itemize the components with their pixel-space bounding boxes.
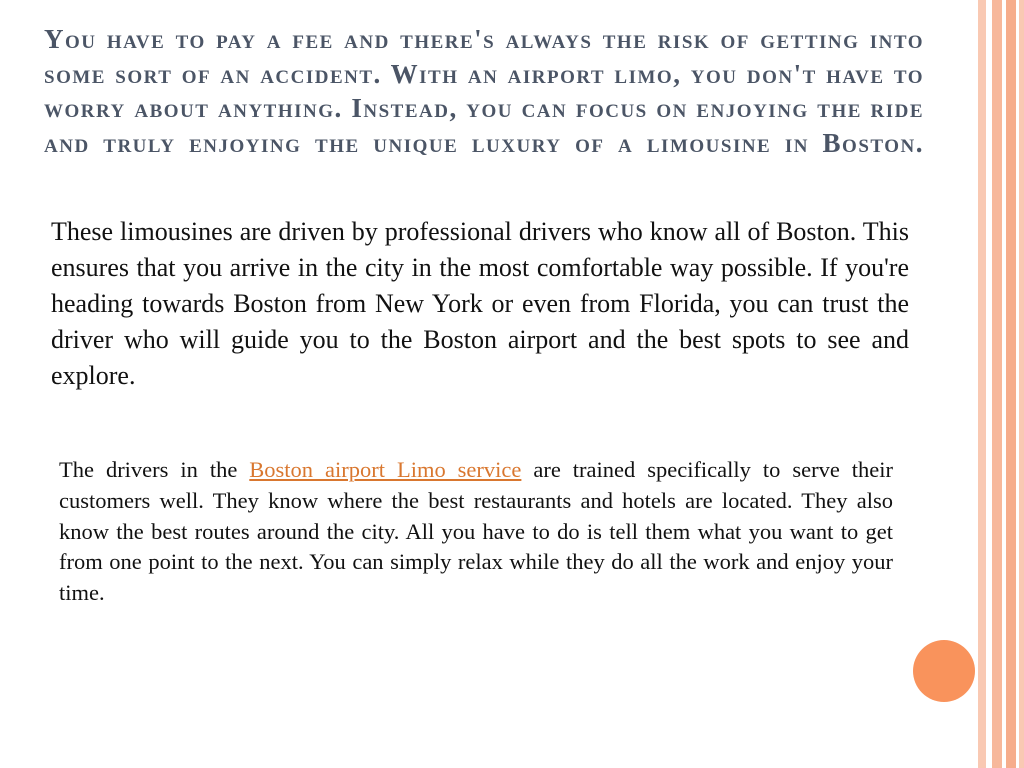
boston-airport-limo-link[interactable]: Boston airport Limo service [249, 457, 522, 482]
body-paragraph-2 [59, 455, 893, 609]
body-paragraph-1: These limousines are driven by professional drivers who know all of Boston. This ensures that you arrive in the city in the most comfortable way possible. If you're heading towards Boston from New York or even from Florida, you can trust the driver who will guide you to the Boston airport and the best spots to see and explore. [51, 217, 909, 390]
decorative-circle [913, 640, 975, 702]
paragraph-text: are trained specifically to serve their customers well. They know where the best restaurants and hotels are located. They also know the best routes around the city. All you have to do is tell them what you want to get from one point to the next. You can simply relax while they do all the work and enjoy your time. [59, 457, 893, 606]
stripe [978, 0, 986, 768]
stripe [1006, 0, 1016, 768]
paragraph-text: The drivers in the [59, 457, 250, 482]
slide-heading: You have to pay a fee and there's always the risk of getting into some sort of an accident. With an airport limo, you don't have to worry about anything. Instead, you can focus on enjoying the ride and truly enjoying the unique luxury of a limousine in Boston. [44, 24, 924, 158]
stripe [1019, 0, 1024, 768]
stripe [992, 0, 1002, 768]
decorative-stripes [978, 0, 1024, 768]
